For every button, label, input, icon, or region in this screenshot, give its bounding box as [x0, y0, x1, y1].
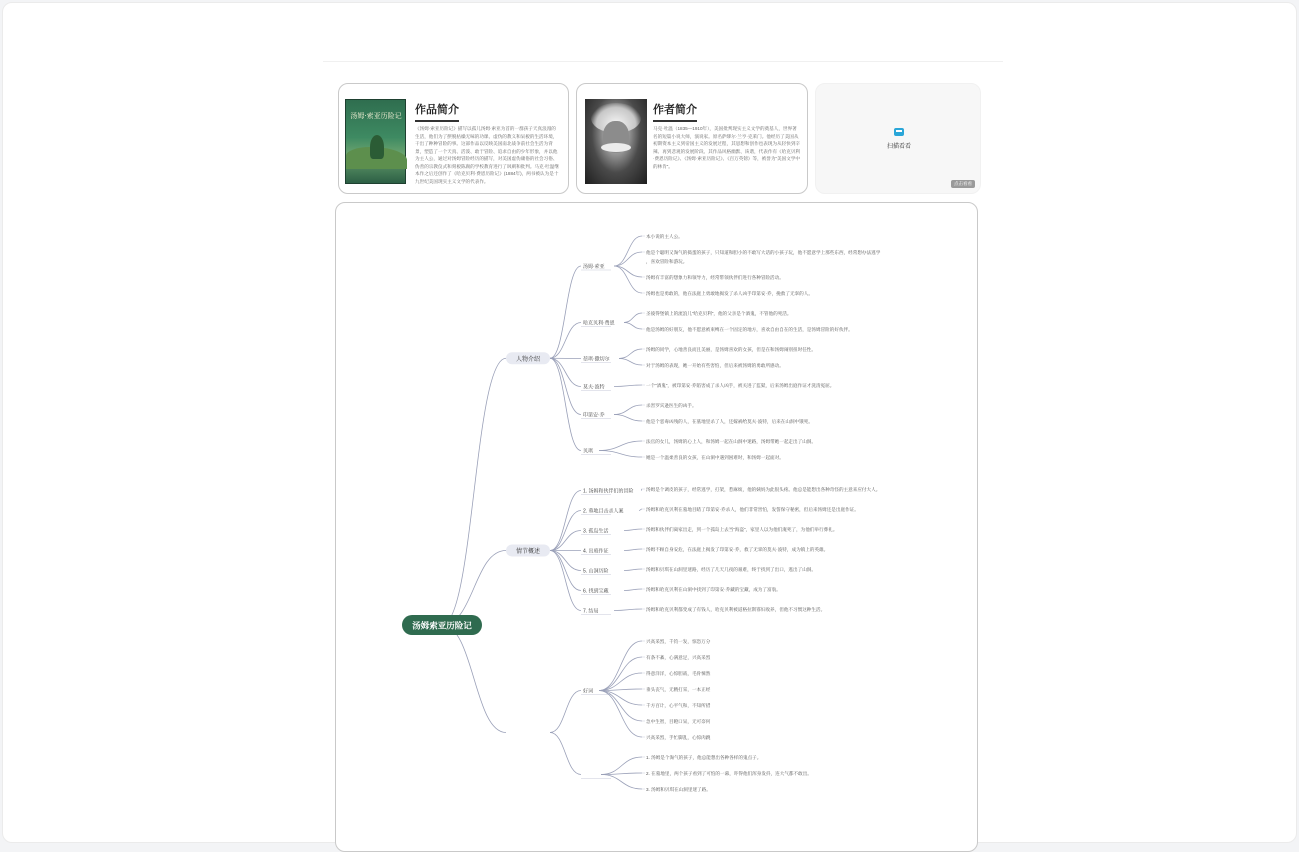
sub-leaf-connector — [599, 441, 642, 451]
leaf-text: 圣彼得堡镇上的流浪儿“哈克贝利”，他的父亲是个酒鬼，不管他的死活。 — [646, 310, 791, 317]
sub-leaf-connector — [614, 415, 642, 422]
sub-leaf-connector — [614, 405, 642, 415]
qr-card[interactable] — [815, 83, 981, 194]
leaf-text: 他是汤姆的好朋友，他不愿意被束缚在一个固定的地方，喜欢自由自在的生活，是汤姆冒险的好伙伴。 — [646, 326, 853, 333]
qr-label: 扫描看看 — [874, 141, 924, 150]
cover-tree — [370, 135, 384, 159]
sub-leaf-connector — [599, 673, 642, 691]
branch-sub-connector — [550, 531, 581, 551]
sub-node-label: 2. 墓地目击杀人案 — [583, 508, 624, 515]
leaf-text: 汤姆和贝琪在山洞里迷路，经历了几天几夜的艰难，终于找到了出口，逃出了山洞。 — [646, 566, 816, 573]
work-intro-title: 作品简介 — [415, 101, 459, 122]
sub-leaf-connector — [614, 266, 642, 277]
branch-sub-connector — [550, 358, 581, 386]
sub-node-label: 蓓琪·撒切尔 — [583, 356, 610, 363]
sub-leaf-connector — [601, 775, 642, 790]
sub-node-label: 哈克贝利·费恩 — [583, 320, 616, 327]
sub-leaf-connector — [624, 323, 642, 330]
sub-leaf-connector — [619, 349, 642, 359]
sub-leaf-connector — [614, 252, 642, 266]
author-intro-body: 马克·吐温（1835—1910年），美国批判现实主义文学的奠基人，世界著名的短篇小说大师，演说家。原名萨缪尔·兰亨·克莱门。他经历了美国从初期资本主义到帝国主义的发展过程，其思想和创作也表现为从轻快到辛辣、再到悲观的发展阶段。其作品风格幽默、诙谐，代表作有《哈克贝利·费恩历险记》、《汤姆·索亚历险记》、《百万英镑》等，被誉为“美国文学中的林肯”。 — [653, 125, 801, 189]
sub-leaf-connector — [614, 385, 642, 387]
sub-node-label: 莫夫·波特 — [583, 384, 605, 391]
author-intro-title: 作者简介 — [653, 101, 697, 122]
mindmap-svg — [336, 203, 978, 852]
portrait-mustache — [601, 143, 631, 152]
leaf-text: 本小说的主人公。 — [646, 233, 683, 240]
root-branch-connector — [442, 358, 506, 625]
leaf-text: 2. 在墓地里，两个孩子看到了可怕的一幕，吓得他们浑身发抖，连大气都不敢出。 — [646, 770, 812, 777]
sub-node-label: 4. 出庭作证 — [583, 548, 609, 555]
leaf-text: 汤姆和哈克贝利在墓地目睹了印第安·乔杀人，他们非常害怕，发誓保守秘密，但后来汤姆还是出庭作证。 — [646, 506, 859, 513]
sub-leaf-connector — [599, 691, 642, 722]
work-intro-card[interactable] — [338, 83, 569, 194]
branch-sub-connector — [550, 551, 581, 591]
leaf-text: 一个“酒鬼”，被印第安·乔陷害成了杀人凶手，被关进了监狱，后来汤姆出庭作证才洗清冤屈。 — [646, 382, 834, 389]
sub-node-label: 印第安·乔 — [583, 412, 605, 419]
branch-sub-connector — [550, 511, 581, 551]
leaf-text: 得意洋洋，心惊胆战，毛骨悚然 — [646, 670, 711, 677]
root-node-label: 汤姆索亚历险记 — [411, 621, 472, 631]
leaf-text: 兴高采烈，千钧一发，惊恐万分 — [646, 638, 711, 645]
sub-leaf-connector — [614, 609, 642, 611]
sub-node-label: 3. 孤岛生活 — [583, 528, 609, 535]
branch-sub-connector — [550, 551, 581, 571]
branch-sub-connector — [550, 733, 581, 775]
leaf-text: 对于汤姆的表现，她一开始有些害怕，但后来被汤姆的勇敢所感动。 — [646, 362, 784, 369]
sub-leaf-connector — [599, 451, 642, 458]
leaf-text: 她是一个温柔善良的女孩，在山洞中遇到困难时，和汤姆一起面对。 — [646, 454, 784, 461]
sub-leaf-connector — [614, 236, 642, 266]
branch-sub-connector — [550, 551, 581, 611]
root-branch-connector — [442, 551, 506, 626]
sub-leaf-connector — [624, 549, 642, 551]
sub-node-label: 汤姆·索亚 — [583, 263, 605, 270]
sub-leaf-connector — [619, 359, 642, 366]
leaf-text: 他是个恶毒凶残的人，在墓地里杀了人，还嫁祸给莫夫·波特，后来在山洞中饿死。 — [646, 418, 813, 425]
sub-node-label: 6. 找到宝藏 — [583, 588, 609, 595]
leaf-text: 1. 汤姆是个淘气的孩子，他总能想出各种各样的鬼点子。 — [646, 754, 761, 761]
sub-leaf-connector — [624, 589, 642, 591]
leaf-text: 杀害罗宾逊医生的凶手。 — [646, 402, 697, 409]
book-cover-title: 汤姆·索亚历险记 — [350, 112, 402, 121]
branch-node-label: 情节概述 — [516, 547, 540, 555]
book-cover-image — [345, 99, 406, 184]
leaf-text: 他是个聪明又淘气的捣蛋的孩子，只知道和胆小的不敢写大话的小孩子玩，他不愿意学上那些东西，经常想办法逃学 — [646, 249, 881, 256]
branch-sub-connector — [550, 266, 581, 358]
branch-sub-connector — [550, 491, 581, 551]
author-intro-card[interactable] — [576, 83, 808, 194]
leaf-text: 汤姆和哈克贝利都变成了有钱人，哈克贝利被道格拉斯寡妇收养，但他不习惯这种生活。 — [646, 606, 825, 613]
leaf-text: 汤姆是个调皮的孩子，经常逃学，打架，惹麻烦，他的姨妈为此很头疼。他总是能想出各种奇怪的主意来应付大人。 — [646, 486, 880, 493]
sub-leaf-connector — [641, 489, 642, 491]
qr-icon — [894, 128, 904, 136]
root-branch-connector — [442, 625, 506, 733]
leaf-text: 兴高采烈，手忙脚乱，心惊肉跳 — [646, 734, 711, 741]
sub-leaf-connector — [624, 569, 642, 571]
leaf-text: 千方百计，心平气和，不知所措 — [646, 702, 711, 709]
sub-leaf-connector — [601, 757, 642, 775]
sub-leaf-connector — [614, 266, 642, 293]
leaf-text: ，喜欢冒险和游玩。 — [646, 258, 687, 265]
branch-sub-connector — [550, 323, 581, 359]
leaf-text: 汤姆和伙伴们离家出走，到一个孤岛上去当“海盗”，家里人以为他们淹死了，为他们举行葬礼。 — [646, 526, 837, 533]
sub-leaf-connector — [599, 691, 642, 706]
qr-tag: 点击看看 — [951, 180, 975, 188]
leaf-text: 垂头丧气，无精打采，一本正经 — [646, 686, 711, 693]
sub-node-label: 7. 结局 — [583, 608, 599, 615]
sub-leaf-connector — [624, 529, 642, 531]
author-portrait — [585, 99, 647, 184]
leaf-text: 有条不紊，心满意足，兴高采烈 — [646, 654, 711, 661]
leaf-text: 汤姆也是勇敢的，他在法庭上勇敢地揭发了杀人凶手印第安·乔，挽救了无辜的人。 — [646, 290, 813, 297]
sub-node-label: 好词 — [583, 688, 593, 695]
sub-leaf-connector — [639, 509, 642, 511]
divider — [323, 61, 1003, 62]
sub-node-label: 5. 山洞历险 — [583, 568, 609, 575]
work-intro-body: 《汤姆·索亚历险记》描写以孤儿汤姆·索亚为首的一群孩子天真浪漫的生活，他们为了摆脱枯燥无味的功课、虚伪的教义和呆板的生活环境，干出了种种冒险的事。这部作品以反映美国南北战争前社会生活为背景，塑造了一个天真、活泼、敢于冒险、追求自由的少年形象，并以他为主人公，通过对汤姆冒险经历的描写，对美国虚伪庸俗的社会习俗、伪善的宗教仪式和刻板陈腐的学校教育进行了讽刺和批判。马克·吐温继本作之后还创作了《哈克贝利·费恩历险记》(1884年)，两书被认为是十九世纪美国现实主义文学的代表作。 — [415, 125, 559, 189]
branch-node-label: 人物介绍 — [516, 355, 540, 363]
branch-sub-connector — [550, 691, 581, 733]
leaf-text: 汤姆有丰富的想象力和领导力，经常带领伙伴们进行各种冒险活动。 — [646, 274, 784, 281]
leaf-text: 法官的女儿，汤姆的心上人，和汤姆一起在山洞中迷路，汤姆带她一起走出了山洞。 — [646, 438, 816, 445]
leaf-text: 汤姆不顾自身安危，在法庭上揭发了印第安·乔，救了无辜的莫夫·波特，成为镇上的英雄。 — [646, 546, 828, 553]
mindmap-canvas[interactable] — [335, 202, 978, 852]
leaf-text: 汤姆的同学，心地善良而且美丽，是汤姆喜欢的女孩，但是在和汤姆闹别扭时任性。 — [646, 346, 816, 353]
sub-node-label: 贝琪 — [583, 448, 594, 455]
sub-leaf-connector — [599, 641, 642, 691]
sub-node-label: 1. 汤姆和伙伴们的冒险 — [583, 488, 634, 495]
leaf-text: 3. 汤姆和贝琪在山洞里迷了路。 — [646, 786, 711, 793]
sub-leaf-connector — [624, 313, 642, 323]
leaf-text: 急中生智，目瞪口呆，无可奈何 — [646, 718, 711, 725]
leaf-text: 汤姆和哈克贝利在山洞中找到了印第安·乔藏的宝藏，成为了富翁。 — [646, 586, 781, 593]
